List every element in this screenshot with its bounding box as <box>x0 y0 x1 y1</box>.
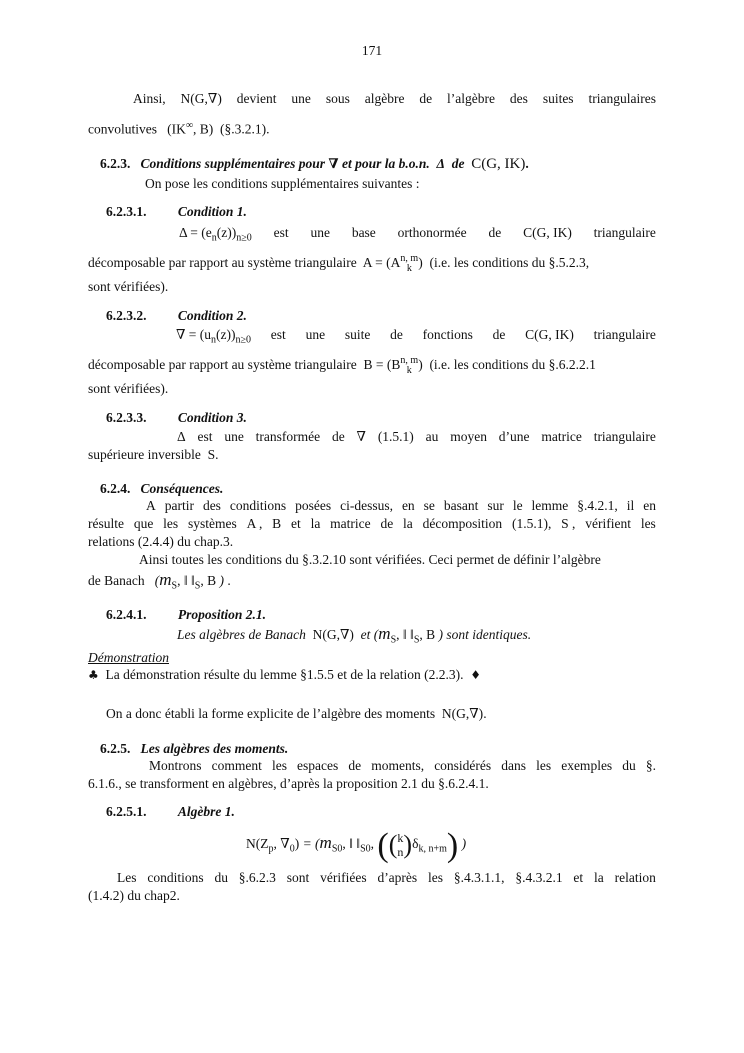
proposition-statement: Les algèbres de Banach N(G,∇) et ($m_S$, ‖ $‖_S$, B ) sont identiques. <box>177 624 532 646</box>
condition-2-line-3: sont vérifiées). <box>88 381 169 396</box>
demonstration-text: ♣ La démonstration résulte du lemme §1.5.5 et de la relation (2.2.3). ♦ <box>88 667 482 682</box>
condition-3-line-1: Δ est une transformée de ∇ (1.5.1) au moyen d’une matrice triangulaire <box>177 429 656 444</box>
section-6-2-3-1-heading: 6.2.3.1. Condition 1. <box>106 204 247 219</box>
section-6-2-3-intro: On pose les conditions supplémentaires suivantes : <box>145 176 420 191</box>
condition-1-line-3: sont vérifiées). <box>88 279 169 294</box>
moments-line-1: Montrons comment les espaces de moments, considérés dans les exemples du §. <box>149 758 656 773</box>
section-6-2-5-1-heading: 6.2.5.1. Algèbre 1. <box>106 804 235 819</box>
conclusion-text: On a donc établi la forme explicite de l’algèbre des moments N(G,∇). <box>106 706 487 721</box>
consequences-line-1: A partir des conditions posées ci-dessus, en se basant sur le lemme §.4.2.1, il en <box>146 498 656 513</box>
section-6-2-5-heading: 6.2.5. Les algèbres des moments. <box>100 741 289 756</box>
condition-1-line-2: décomposable par rapport au système triangulaire A = (A n, m k ) (i.e. les conditions du §.5.2.3, <box>88 253 590 274</box>
section-6-2-4-heading: 6.2.4. Conséquences. <box>100 481 224 496</box>
intro-paragraph-line-2: convolutives (IK∞, B) (§.3.2.1). <box>88 120 270 137</box>
page-number: 171 <box>361 43 383 58</box>
algebra-1-line-1: Les conditions du §.6.2.3 sont vérifiées d’après les §.4.3.1.1, §.4.3.2.1 et la relation <box>117 870 656 885</box>
club-icon: ♣ <box>88 668 99 682</box>
consequences-line-3: relations (2.4.4) du chap.3. <box>88 534 234 549</box>
consequences-line-2: résulte que les systèmes A , B et la matrice de la décomposition (1.5.1), S , vérifient les <box>88 516 656 531</box>
section-6-2-4-1-heading: 6.2.4.1. Proposition 2.1. <box>106 607 267 622</box>
algebra-1-formula: $N(Z_p$, $\nabla_0) = (m_{S0}$, ‖ $‖_{S0}$, (( k n )$\delta_{k, n+m}$) ) <box>246 827 467 864</box>
diamond-icon: ♦ <box>470 668 482 682</box>
section-6-2-3-heading: 6.2.3. Conditions supplémentaires pour ∇ et pour la b.o.n. Δ de C(G, IK). <box>100 156 529 172</box>
demonstration-label: Démonstration <box>88 650 169 665</box>
condition-1-line-1: $\Delta = (e_n(z))_{n\ge 0}$ est une base orthonormée de C(G, IK) triangulaire <box>179 225 656 244</box>
consequences-line-5: de Banach ($m_S$, ‖ $‖_S$, B ) . <box>88 570 231 592</box>
consequences-line-4: Ainsi toutes les conditions du §.3.2.10 sont vérifiées. Ceci permet de définir l’algèbre <box>139 552 601 567</box>
condition-3-line-2: supérieure inversible S. <box>88 447 219 462</box>
condition-2-line-1: ∇ = $(u_n(z))_{n\ge 0}$ est une suite de fonctions de C(G, IK) triangulaire <box>176 327 656 346</box>
section-6-2-3-3-heading: 6.2.3.3. Condition 3. <box>106 410 247 425</box>
algebra-1-line-2: (1.4.2) du chap2. <box>88 888 180 903</box>
section-6-2-3-2-heading: 6.2.3.2. Condition 2. <box>106 308 247 323</box>
condition-2-line-2: décomposable par rapport au système triangulaire B = (B n, m k ) (i.e. les conditions du §.6.2.2.1 <box>88 355 596 376</box>
moments-line-2: 6.1.6., se transforment en algèbres, d’après la proposition 2.1 du §.6.2.4.1. <box>88 776 489 791</box>
intro-paragraph-line-1: Ainsi, N(G,∇) devient une sous algèbre de l’algèbre des suites triangulaires <box>133 91 656 106</box>
